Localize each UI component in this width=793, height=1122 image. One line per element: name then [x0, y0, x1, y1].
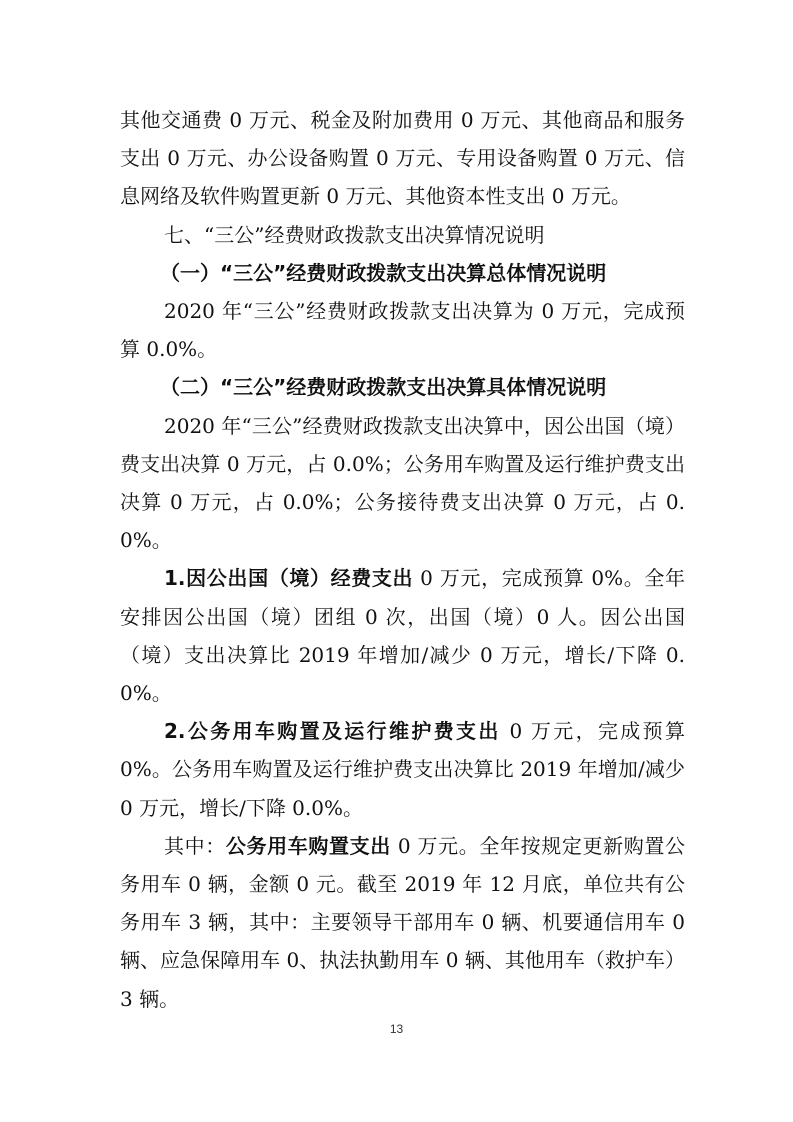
- section-7-heading: 七、“三公”经费财政拨款支出决算情况说明: [164, 222, 545, 247]
- item-3-text: 0 万元。全年按规定更新购置公务用车 0 辆，金额 0 元。截至 2019 年 12 月底，单位共有公务用车 3 辆，其中：主要领导干部用车 0 辆、机要通信用车 0 辆、应急保障用车 0、执法执勤用车 0 辆、其他用车（救护车）3 辆。: [120, 833, 686, 1011]
- item-2-paragraph: [120, 712, 685, 827]
- page-number: 13: [389, 1022, 404, 1036]
- paragraph-intro: 其他交通费 0 万元、税金及附加费用 0 万元、其他商品和服务支出 0 万元、办公设备购置 0 万元、专用设备购置 0 万元、信息网络及软件购置更新 0 万元、其他资本性支出 0 万元。: [120, 108, 685, 209]
- item-1-label: 1.因公出国（境）经费支出: [164, 566, 414, 591]
- item-3-paragraph: [120, 827, 685, 1018]
- subsection-2-heading: （二）“三公”经费财政拨款支出决算具体情况说明: [160, 375, 607, 400]
- item-1-paragraph: [120, 559, 685, 712]
- item-1-text: 0 万元，完成预算 0%。全年安排因公出国（境）团组 0 次，出国（境）0 人。因公出国（境）支出决算比 2019 年增加/减少 0 万元，增长/下降 0.0%。: [120, 566, 685, 706]
- item-2-label: 2.公务用车购置及运行维护费支出: [164, 719, 501, 744]
- subsection-1-heading: （一）“三公”经费财政拨款支出决算总体情况说明: [160, 260, 607, 285]
- subsection-1-text: 2020 年“三公”经费财政拨款支出决算为 0 万元，完成预算 0.0%。: [120, 299, 685, 362]
- item-2-text: 0 万元，完成预算 0%。公务用车购置及运行维护费支出决算比 2019 年增加/减少 0 万元，增长/下降 0.0%。: [120, 719, 685, 820]
- subsection-2-text: 2020 年“三公”经费财政拨款支出决算中，因公出国（境）费支出决算 0 万元，占 0.0%；公务用车购置及运行维护费支出决算 0 万元，占 0.0%；公务接待费支出决算 0 万元，占 0.0%。: [120, 413, 685, 553]
- item-3-label: 公务用车购置支出: [225, 833, 391, 858]
- item-3-prefix: 其中：: [164, 833, 226, 858]
